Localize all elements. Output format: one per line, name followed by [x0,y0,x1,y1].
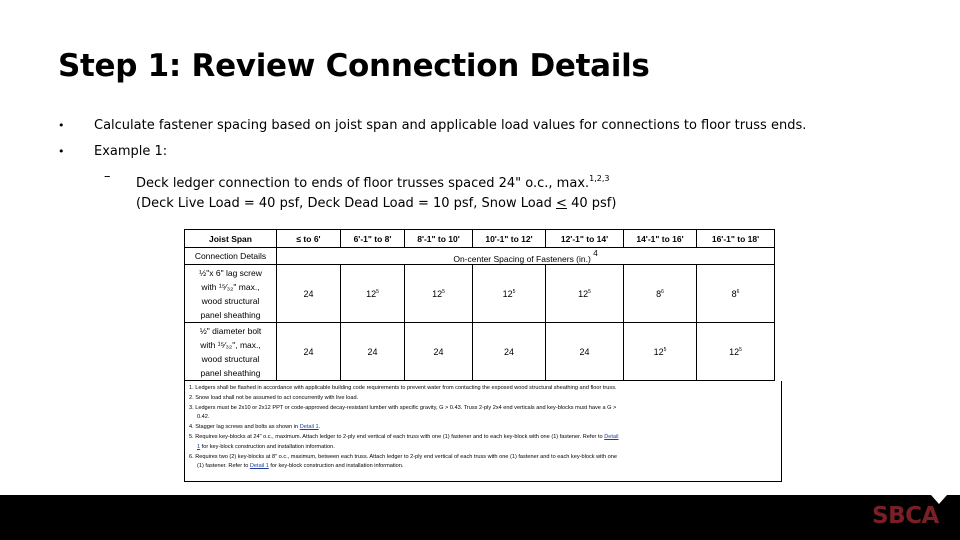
spacing-cell: $8^6$ [624,265,697,323]
sub-bullet-line-2: (Deck Live Load = 40 psf, Deck Dead Load = 10 psf, Snow Load < 40 psf) [136,196,617,211]
bullet-list [58,117,938,211]
spacing-cell: $12^5$ [473,265,546,323]
header-cell: 6'-1" to 8' [341,230,405,248]
header-cell: 12'-1" to 14' [546,230,624,248]
spacing-cell: $12^5$ [697,323,775,381]
spacing-subheader: On-center Spacing of Fasteners (in.) $^4$ [277,248,775,265]
spacing-cell: $12^5$ [405,265,473,323]
connection-description: ½" diameter bolt with ¹⁵⁄₃₂", max., wood structural panel sheathing [185,323,277,381]
header-cell: ≤ to 6' [277,230,341,248]
table-footnotes [184,381,782,482]
spacing-cell: 24 [405,323,473,381]
slide-title: Step 1: Review Connection Details [58,48,650,84]
footnote: 1. Ledgers shall be flashed in accordance with applicable building code requirements to prevent water from contacting the exposed wood structural sheathing and floor truss. [189,385,617,391]
spacing-cell: 24 [546,323,624,381]
footnote: (1) fastener. Refer to Detail 1 for key-block construction and installation information. [197,463,404,470]
footer-bar [0,495,960,540]
connection-description: ½"x 6" lag screw with ¹⁵⁄₃₂" max., wood structural panel sheathing [185,265,277,323]
spacing-cell: 24 [277,265,341,323]
detail-1-link[interactable]: Detail [604,433,619,440]
connection-details-label: Connection Details [185,248,277,265]
spacing-cell: $12^5$ [624,323,697,381]
footnote: 3. Ledgers must be 2x10 or 2x12 PPT or code-approved decay-resistant lumber with specific gravity, G > 0.43. Truss 2-ply 2x4 end verticals and key-blocks must have a G > [189,404,617,411]
table-row [185,265,775,323]
sbca-logo: SBCA [872,503,939,529]
table-row [185,323,775,381]
sub-bullet-marker: – [104,169,111,184]
bullet-item [58,143,938,169]
bullet-text: Calculate fastener spacing based on joist span and applicable load values for connections to floor truss ends. [94,118,807,133]
fastener-spacing-table [184,229,774,482]
footnote: 5. Requires key-blocks at 24" o.c., maximum. Attach ledger to 2-ply end vertical of each truss with one (1) fastener and to each key-block with one (1) fastener. Refer to Detail [189,433,619,440]
sub-bullet-line-1: Deck ledger connection to ends of floor trusses spaced 24" o.c., max.$^{1,2,3}$ [136,174,610,191]
table-subheader-row [185,248,775,265]
header-cell: Joist Span [185,230,277,248]
spacing-cell: 24 [473,323,546,381]
footnote: 0.42. [197,414,210,421]
bullet-item [58,117,938,143]
footnote: 4. Stagger lag screws and bolts as shown in Detail 1. [189,424,321,431]
bullet-marker: • [58,119,65,132]
header-cell: 16'-1" to 18' [697,230,775,248]
header-cell: 14'-1" to 16' [624,230,697,248]
spacing-cell: $12^5$ [546,265,624,323]
header-cell: 8'-1" to 10' [405,230,473,248]
footnote: 2. Snow load shall not be assumed to act concurrently with live load. [189,394,359,401]
table-header-row [185,230,775,248]
footnote: 1 for key-block construction and installation information. [197,443,335,450]
bullet-marker: • [58,145,65,158]
spacing-cell: 24 [341,323,405,381]
spacing-cell: $12^5$ [341,265,405,323]
header-cell: 10'-1" to 12' [473,230,546,248]
spacing-cell: $8^6$ [697,265,775,323]
bullet-text: Example 1: [94,144,168,159]
footnote-superscript: 1,2,3 [589,174,610,183]
detail-1-link[interactable]: Detail 1 [299,424,319,431]
detail-1-link[interactable]: Detail 1 [249,463,269,470]
spacing-cell: 24 [277,323,341,381]
footnote: 6. Requires two (2) key-blocks at 8" o.c., maximum, between each truss. Attach ledger to 2-ply end vertical of each truss with one (1) fastener and to each key-block with one [189,453,617,460]
detail-1-link[interactable]: 1 [197,443,201,450]
